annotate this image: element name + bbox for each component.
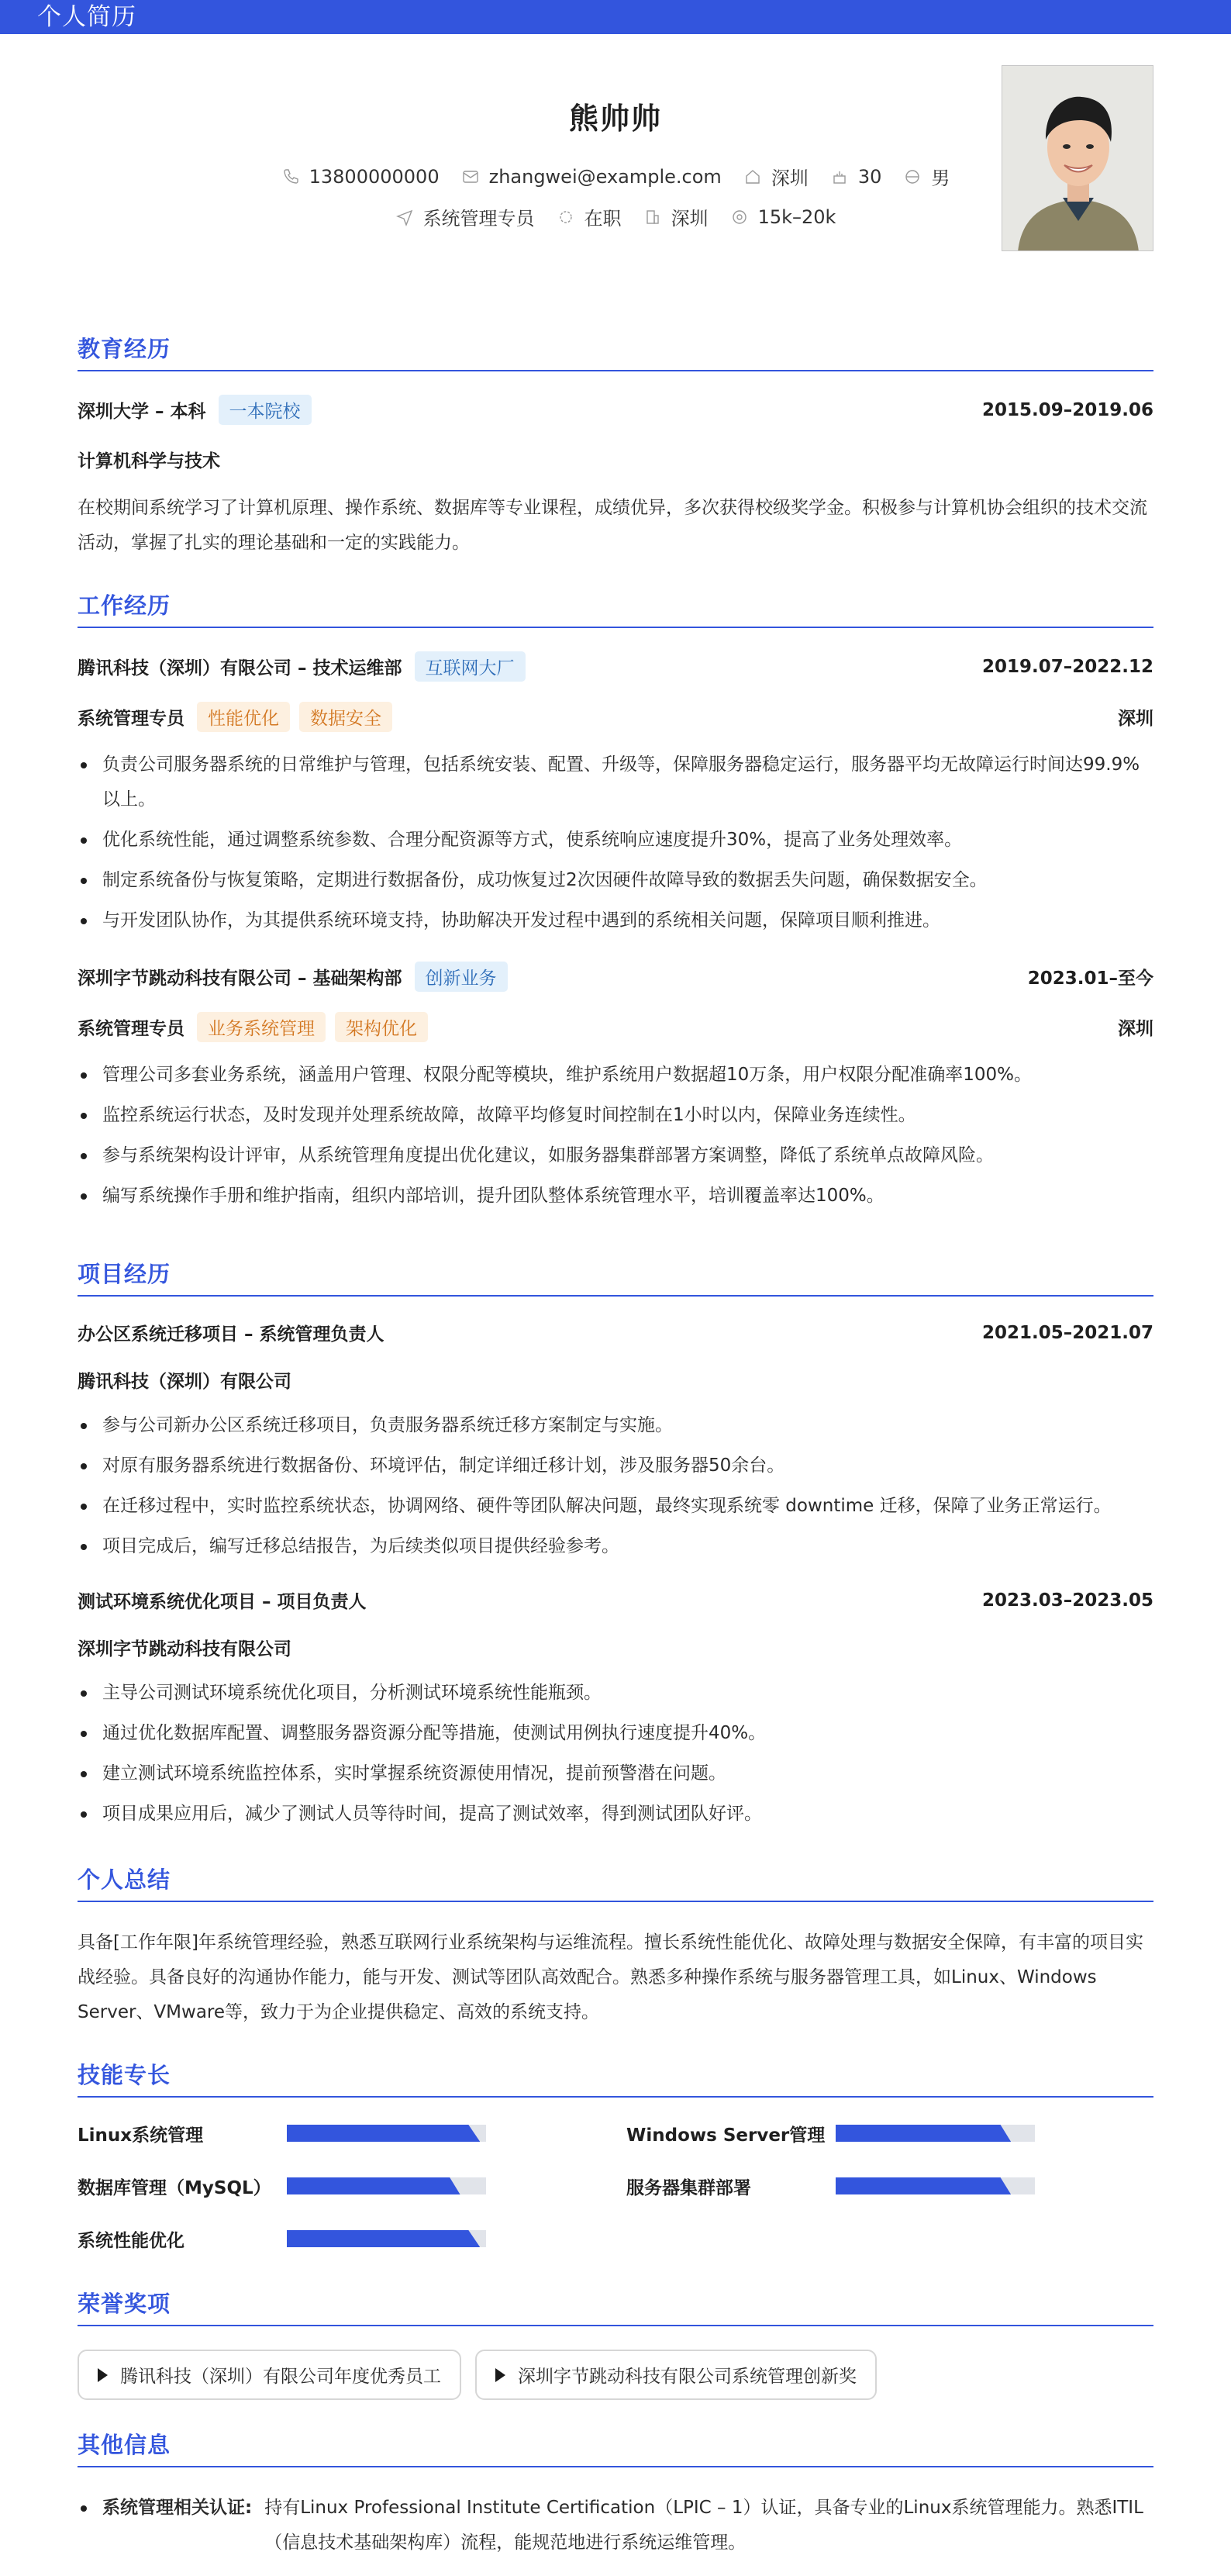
topbar: [0, 0, 1231, 34]
school-name: 深圳大学 – 本科: [78, 402, 206, 422]
skill-fill: [287, 2125, 480, 2142]
award-item: [78, 2350, 461, 2400]
project-entry: [78, 1320, 1153, 1564]
skill-bar: [287, 2177, 486, 2194]
project-company-row: [78, 1367, 1153, 1393]
education-row: [78, 395, 1153, 425]
portrait-illustration: [1002, 66, 1153, 251]
skill-name: Windows Server管理: [626, 2125, 826, 2146]
phone-icon: [281, 167, 300, 186]
job-date: 2023.01–至今: [1027, 969, 1153, 989]
target-city-item: [643, 203, 709, 230]
project-company: 腾讯科技（深圳）有限公司: [78, 1372, 291, 1392]
gender-item: [903, 163, 950, 190]
job-location: 深圳: [1118, 1019, 1153, 1039]
triangle-right-icon: [98, 2368, 108, 2382]
summary-section: [78, 1863, 1153, 2030]
list-item: 与开发团队协作，为其提供系统环境支持，协助解决开发过程中遇到的系统相关问题，保障项目顺利推进。: [78, 903, 1153, 938]
list-item: [78, 2491, 1153, 2560]
list-item: 建立测试环境系统监控体系，实时掌握系统资源使用情况，提前预警潜在问题。: [78, 1756, 1153, 1791]
project-bullets: [78, 1676, 1153, 1832]
project-name: 办公区系统迁移项目 – 系统管理负责人: [78, 1324, 384, 1345]
cake-icon: [830, 167, 849, 186]
job-company-row: [78, 962, 1153, 992]
major-row: [78, 447, 1153, 472]
skill-item: [78, 2226, 626, 2251]
list-item: 制定系统备份与恢复策略，定期进行数据备份，成功恢复过2次因硬件故障导致的数据丢失问题，确保数据安全。: [78, 863, 1153, 898]
list-item: 负责公司服务器系统的日常维护与管理，包括系统安装、配置、升级等，保障服务器稳定运行，服务器平均无故障运行时间达99.9%以上。: [78, 748, 1153, 817]
building-icon: [643, 208, 662, 226]
project-name-row: [78, 1320, 1153, 1345]
project-name: 测试环境系统优化项目 – 项目负责人: [78, 1592, 367, 1612]
job-entry: [78, 651, 1153, 938]
list-item: 管理公司多套业务系统，涵盖用户管理、权限分配等模块，维护系统用户数据超10万条，用户权限分配准确率100%。: [78, 1058, 1153, 1093]
other-section: [78, 2428, 1153, 2576]
skill-item: [626, 2174, 1153, 2198]
email-text: zhangwei@example.com: [488, 165, 722, 188]
phone-item: [281, 163, 440, 190]
contact-row: [78, 163, 1153, 190]
skills-title: 技能专长: [78, 2058, 1153, 2098]
other-list: [78, 2491, 1153, 2560]
school-tag: 一本院校: [219, 395, 312, 425]
list-item: 优化系统性能，通过调整系统参数、合理分配资源等方式，使系统响应速度提升30%，提高了业务处理效率。: [78, 823, 1153, 858]
age-item: [830, 163, 882, 190]
skill-fill: [836, 2125, 1011, 2142]
list-item: 通过优化数据库配置、调整服务器资源分配等措施，使测试用例执行速度提升40%。: [78, 1716, 1153, 1751]
project-bullets: [78, 1408, 1153, 1564]
project-date: 2023.03–2023.05: [981, 1590, 1153, 1611]
skill-item: [78, 2174, 626, 2198]
send-icon: [395, 208, 414, 226]
list-item: 项目成果应用后，减少了测试人员等待时间，提高了测试效率，得到测试团队好评。: [78, 1797, 1153, 1832]
job-location: 深圳: [1118, 709, 1153, 729]
job-company: 腾讯科技（深圳）有限公司 – 技术运维部: [78, 658, 402, 679]
skill-bar: [836, 2177, 1035, 2194]
summary-text: 具备[工作年限]年系统管理经验，熟悉互联网行业系统架构与运维流程。擅长系统性能优化、故障处理与数据安全保障，有丰富的项目实战经验。具备良好的沟通协作能力，能与开发、测试等团队高效配合。熟悉多种操作系统与服务器管理工具，如Linux、Windows Server、VMware等，致力于为企业提供稳定、高效的系统支持。: [78, 1932, 1143, 2022]
target-city-text: 深圳: [671, 208, 709, 230]
awards-title: 荣誉奖项: [78, 2287, 1153, 2326]
job-tag: 数据安全: [299, 702, 392, 732]
job-date: 2019.07–2022.12: [981, 656, 1153, 677]
list-item: 在迁移过程中，实时监控系统状态，协调网络、硬件等团队解决问题，最终实现系统零 downtime 迁移，保障了业务正常运行。: [78, 1489, 1153, 1524]
projects-section: [78, 1257, 1153, 1832]
skill-item: [78, 2121, 626, 2146]
project-company-row: [78, 1635, 1153, 1660]
other-label: 系统管理相关认证:: [102, 2498, 253, 2518]
projects-title: 项目经历: [78, 1257, 1153, 1297]
skill-fill: [836, 2177, 1011, 2194]
job-company: 深圳字节跳动科技有限公司 – 基础架构部: [78, 969, 402, 989]
skill-bar: [287, 2230, 486, 2247]
age-text: 30: [857, 165, 882, 188]
job-tag: 业务系统管理: [197, 1012, 326, 1042]
status-item: [557, 203, 622, 230]
city-item: [743, 163, 809, 190]
summary-title: 个人总结: [78, 1863, 1153, 1902]
awards-list: [78, 2350, 1153, 2400]
profile-photo: [1002, 65, 1153, 251]
project-date: 2021.05–2021.07: [981, 1322, 1153, 1343]
skill-item: [626, 2121, 1153, 2146]
job-entry: [78, 962, 1153, 1214]
skills-grid: [78, 2121, 1153, 2251]
award-text: 腾讯科技（深圳）有限公司年度优秀员工: [120, 2367, 441, 2387]
topbar-title: 个人简历: [37, 3, 136, 31]
project-entry: [78, 1587, 1153, 1832]
job-bullets: [78, 1058, 1153, 1214]
email-item: [461, 163, 722, 190]
status-icon: [557, 208, 575, 226]
job-company-tag: 创新业务: [415, 962, 508, 992]
major-name: 计算机科学与技术: [78, 451, 220, 471]
job-intent-row: [78, 203, 1153, 230]
position-text: 系统管理专员: [422, 208, 535, 230]
skill-name: 服务器集群部署: [626, 2177, 751, 2198]
skills-section: [78, 2058, 1153, 2251]
status-text: 在职: [584, 208, 622, 230]
list-item: 编写系统操作手册和维护指南，组织内部培训，提升团队整体系统管理水平，培训覆盖率达100%。: [78, 1179, 1153, 1214]
list-item: 参与公司新办公区系统迁移项目，负责服务器系统迁移方案制定与实施。: [78, 1408, 1153, 1443]
candidate-name: 熊帅帅: [568, 102, 662, 136]
job-tag: 架构优化: [335, 1012, 428, 1042]
list-item: 监控系统运行状态，及时发现并处理系统故障，故障平均修复时间控制在1小时以内，保障业务连续性。: [78, 1098, 1153, 1133]
job-company-tag: 互联网大厂: [415, 651, 526, 682]
work-title: 工作经历: [78, 589, 1153, 628]
position-item: [395, 203, 535, 230]
phone-text: 13800000000: [309, 165, 440, 188]
education-date: 2015.09–2019.06: [981, 399, 1153, 420]
education-section: [78, 332, 1153, 561]
education-title: 教育经历: [78, 332, 1153, 371]
salary-text: 15k–20k: [757, 205, 836, 228]
education-desc: 在校期间系统学习了计算机原理、操作系统、数据库等专业课程，成绩优异，多次获得校级奖学金。积极参与计算机协会组织的技术交流活动，掌握了扎实的理论基础和一定的实践能力。: [78, 498, 1147, 553]
job-role: 系统管理专员: [78, 709, 184, 729]
job-role-row: [78, 1012, 1153, 1042]
resume-header: [78, 34, 1153, 267]
skill-name: 数据库管理（MySQL）: [78, 2177, 271, 2198]
skill-bar: [836, 2125, 1035, 2142]
other-title: 其他信息: [78, 2428, 1153, 2467]
skill-name: Linux系统管理: [78, 2125, 204, 2146]
job-company-row: [78, 651, 1153, 682]
list-item: 参与系统架构设计评审，从系统管理角度提出优化建议，如服务器集群部署方案调整，降低了系统单点故障风险。: [78, 1138, 1153, 1173]
awards-section: [78, 2287, 1153, 2400]
project-name-row: [78, 1587, 1153, 1613]
job-role: 系统管理专员: [78, 1019, 184, 1039]
skill-bar: [287, 2125, 486, 2142]
job-role-row: [78, 702, 1153, 732]
mail-icon: [461, 167, 480, 186]
salary-item: [730, 203, 836, 230]
award-item: [475, 2350, 877, 2400]
work-section: [78, 589, 1153, 1214]
resume-page: [0, 34, 1231, 2576]
award-text: 深圳字节跳动科技有限公司系统管理创新奖: [518, 2367, 857, 2387]
job-bullets: [78, 748, 1153, 938]
home-icon: [743, 167, 762, 186]
gender-text: 男: [931, 167, 950, 189]
city-text: 深圳: [771, 167, 809, 189]
list-item: 主导公司测试环境系统优化项目，分析测试环境系统性能瓶颈。: [78, 1676, 1153, 1711]
money-icon: [730, 208, 749, 226]
project-company: 深圳字节跳动科技有限公司: [78, 1639, 291, 1659]
skill-fill: [287, 2177, 460, 2194]
other-text: 持有Linux Professional Institute Certification（LPIC – 1）认证，具备专业的Linux系统管理能力。熟悉ITIL（信息技术基础架构库）流程，能规范地进行系统运维管理。: [264, 2498, 1143, 2553]
list-item: 对原有服务器系统进行数据备份、环境评估，制定详细迁移计划，涉及服务器50余台。: [78, 1449, 1153, 1483]
triangle-right-icon: [495, 2368, 505, 2382]
skill-name: 系统性能优化: [78, 2230, 184, 2251]
user-icon: [903, 167, 922, 186]
job-tag: 性能优化: [197, 702, 290, 732]
skill-fill: [287, 2230, 480, 2247]
list-item: 项目完成后，编写迁移总结报告，为后续类似项目提供经验参考。: [78, 1529, 1153, 1564]
